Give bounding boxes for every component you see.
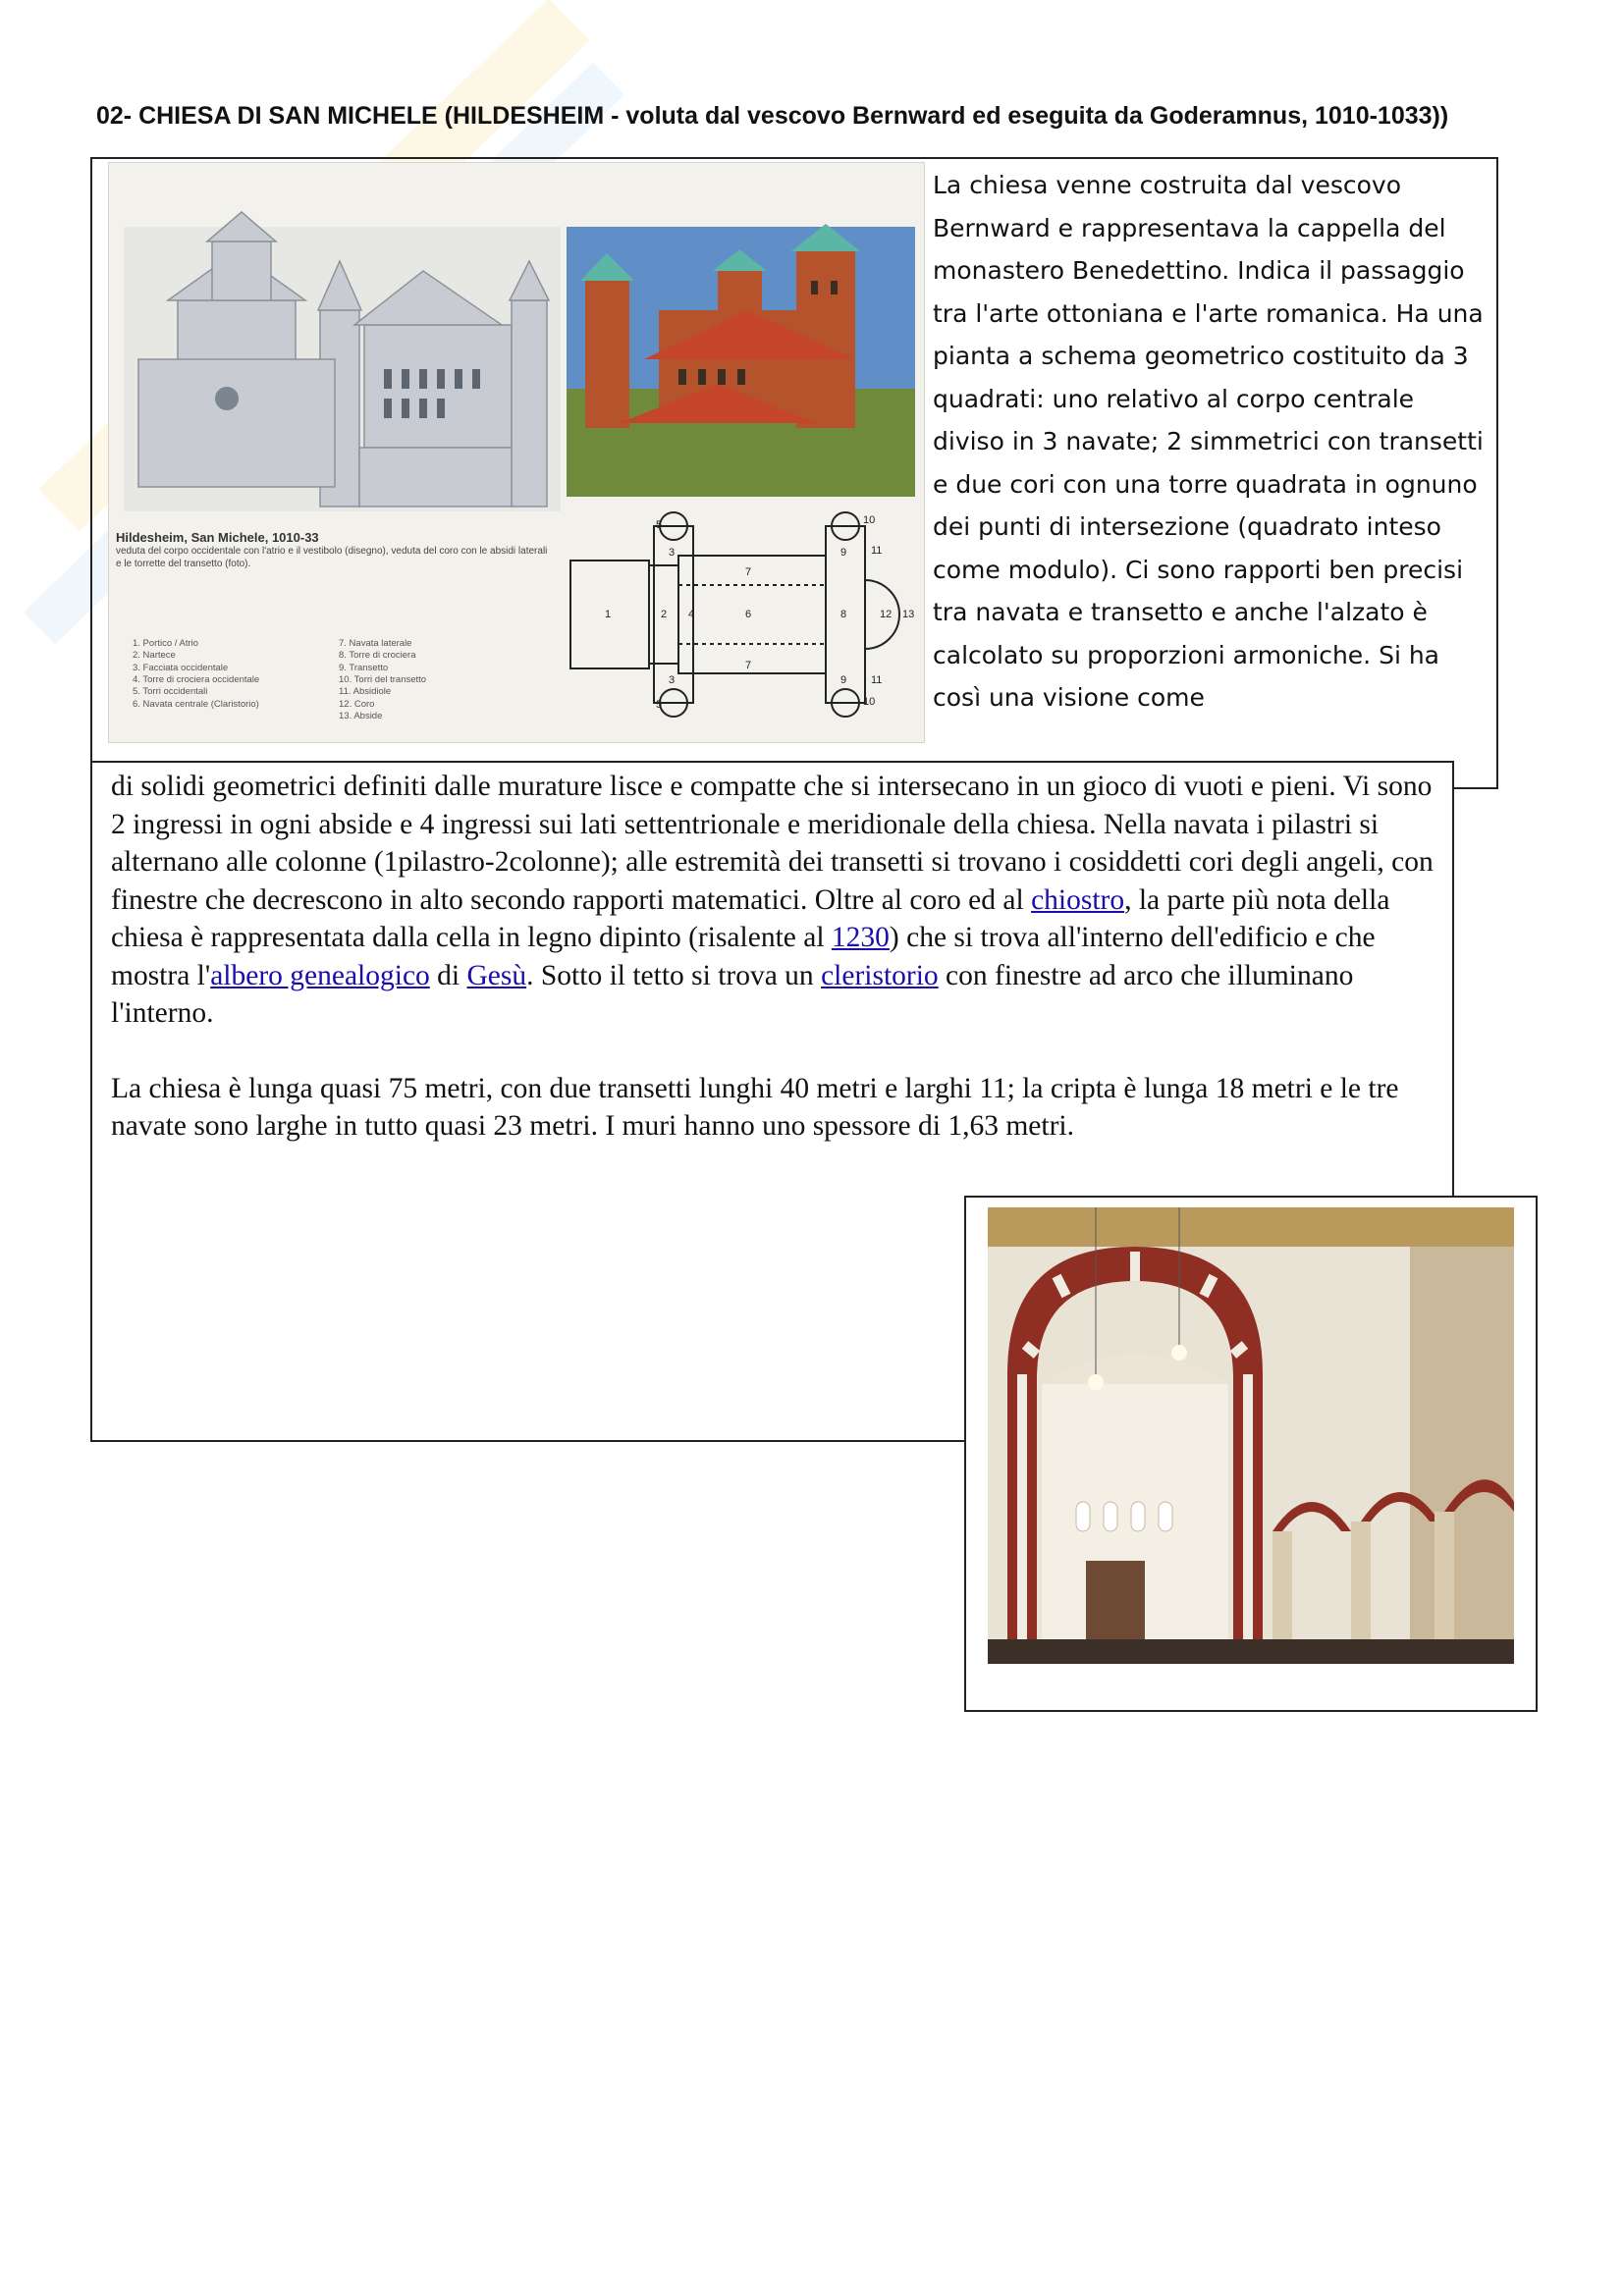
svg-text:8: 8 [840, 609, 847, 620]
legend-item: 3. Facciata occidentale [133, 662, 229, 673]
link-gesu[interactable]: Gesù [466, 959, 527, 991]
legend-item: 11. Absidiole [339, 686, 392, 698]
svg-text:6: 6 [745, 609, 752, 620]
legend-item: 12. Coro [339, 698, 375, 710]
svg-text:2: 2 [661, 609, 668, 620]
link-1230[interactable]: 1230 [831, 922, 890, 953]
legend-item: 4. Torre di crociera occidentale [133, 674, 260, 686]
legend-item: 6. Navata centrale (Claristorio) [133, 698, 259, 710]
svg-text:11: 11 [871, 545, 883, 557]
svg-text:7: 7 [745, 566, 752, 578]
figure-caption-text: veduta del corpo occidentale con l'atrio e il vestibolo (disegno), veduta del coro con le absidi laterali e le torrette del transetto (foto). [116, 546, 548, 569]
svg-text:3: 3 [669, 674, 676, 686]
svg-text:5: 5 [656, 519, 663, 531]
page-title: 02- CHIESA DI SAN MICHELE (HILDESHEIM - voluta dal vescovo Bernward ed eseguita da Goderamnus, 1010-1033)) [96, 102, 1449, 130]
svg-text:10: 10 [863, 696, 876, 708]
description-paragraph-2: La chiesa è lunga quasi 75 metri, con due transetti lunghi 40 metri e larghi 11; la cripta è lunga 18 metri e le tre navate sono larghe in tutto quasi 23 metri. I muri hanno uno spessore di 1,63 metri. [111, 1072, 1399, 1142]
legend-item: 7. Navata laterale [339, 638, 412, 649]
svg-text:3: 3 [669, 547, 676, 559]
church-interior-photo [988, 1207, 1514, 1664]
svg-text:7: 7 [745, 660, 752, 671]
svg-text:9: 9 [840, 674, 847, 686]
description-paragraph-1: di solidi geometrici definiti dalle murature lisce e compatte che si intersecano in un gioco di vuoti e pieni. Vi sono 2 ingressi in ogni abside e 4 ingressi sui lati settentrionale e meridionale della chiesa. Nella navata i pilastri si alternano alle colonne (1pilastro-2colonne); alle estremità dei transetti si trovano i cosiddetti cori degli angeli, con finestre che decrescono in alto secondo rapporti matematici. Oltre al coro ed al chiostro, la parte più nota della chiesa è rappresentata dalla cella in legno dipinto (risalente al 1230) che si trova all'interno dell'edificio e che mostra l'albero genealogico di Gesù. Sotto il tetto si trova un cleristorio con finestre ad arco che illuminano l'interno. [111, 771, 1434, 1029]
link-cleristorio[interactable]: cleristorio [821, 959, 939, 991]
svg-text:12: 12 [880, 609, 893, 620]
legend-item: 2. Nartece [133, 650, 176, 662]
svg-text:13: 13 [902, 609, 915, 620]
link-chiostro[interactable]: chiostro [1031, 883, 1125, 916]
link-albero-genealogico[interactable]: albero genealogico [210, 959, 430, 991]
svg-text:11: 11 [871, 674, 883, 686]
svg-text:5: 5 [656, 699, 663, 711]
legend-item: 9. Transetto [339, 662, 389, 673]
legend-item: 13. Abside [339, 711, 383, 722]
svg-text:4: 4 [688, 609, 695, 620]
description-text [111, 768, 1436, 1146]
intro-text: La chiesa venne costruita dal vescovo Bernward e rappresentava la cappella del monastero Benedettino. Indica il passaggio tra l'arte ottoniana e l'arte romanica. Ha una pianta a schema geometrico costituito da 3 quadrati: uno relativo al corpo centrale diviso in 3 navate; 2 simmetrici con transetti e due cori con una torre quadrata in ognuno dei punti di intersezione (quadrato inteso come modulo). Ci sono rapporti ben precisi tra navata e transetto e anche l'alzato è calcolato su proporzioni armoniche. Si ha così una visione come [933, 171, 1484, 712]
svg-text:9: 9 [840, 547, 847, 559]
legend-item: 5. Torri occidentali [133, 686, 208, 698]
svg-text:10: 10 [863, 514, 876, 526]
legend-item: 10. Torri del transetto [339, 674, 427, 686]
legend-item: 1. Portico / Atrio [133, 638, 199, 649]
figure-caption [116, 530, 548, 570]
legend-item: 8. Torre di crociera [339, 650, 416, 662]
figure-caption-title: Hildesheim, San Michele, 1010-33 [116, 530, 319, 545]
figure-legend [133, 638, 555, 722]
svg-text:1: 1 [605, 609, 612, 620]
